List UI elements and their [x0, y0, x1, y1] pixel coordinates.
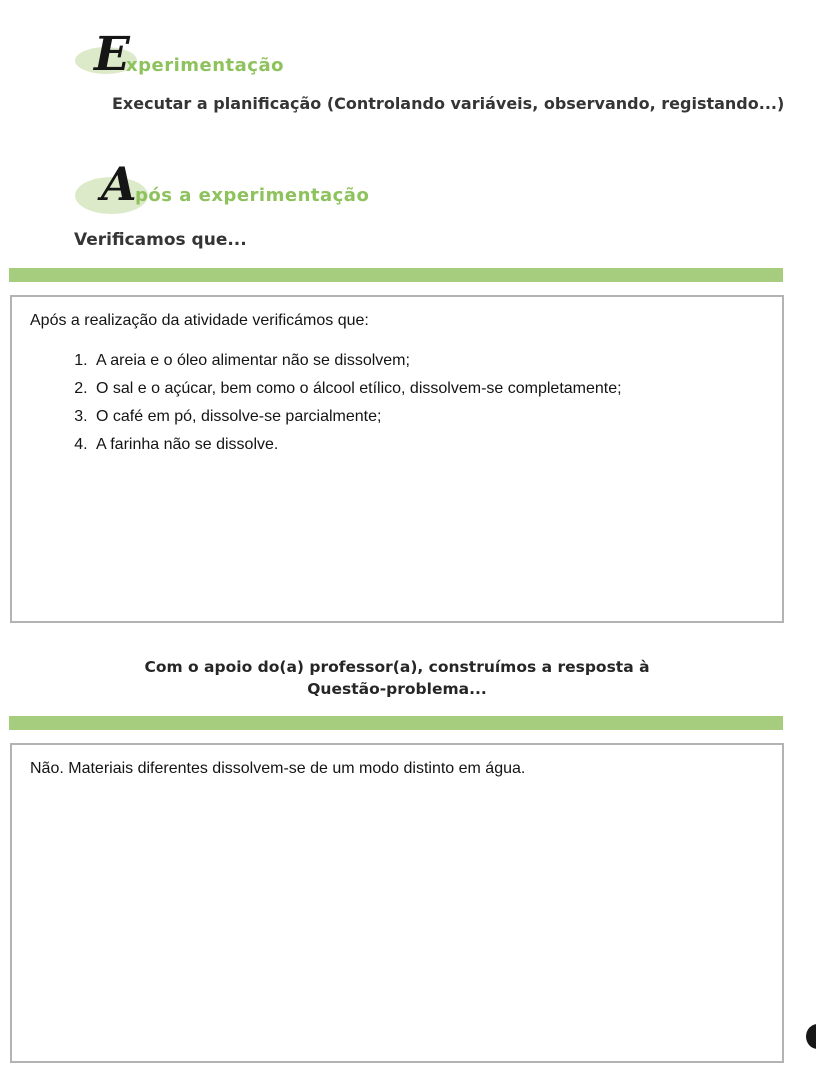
results-intro: Após a realização da atividade verificámos que: [30, 312, 369, 329]
decorative-initial-a: A [101, 157, 137, 211]
decorative-initial-e: E [94, 27, 130, 82]
clipped-edge-decoration [806, 1024, 816, 1049]
section-title-apos-experimentacao: pós a experimentação [135, 185, 370, 206]
green-separator-bar [9, 716, 783, 730]
section-title-experimentacao: xperimentação [126, 55, 284, 76]
verificamos-lead-text: Verificamos que... [74, 230, 247, 250]
list-item: 2. O sal e o açúcar, bem como o álcool etílico, dissolvem-se completamente; [92, 379, 764, 399]
list-item: 4. A farinha não se dissolve. [92, 435, 764, 455]
results-list [30, 351, 764, 455]
conclusion-heading [10, 656, 784, 700]
conclusion-heading-line1: Com o apoio do(a) professor(a), construímos a resposta à [144, 658, 650, 676]
green-separator-bar [9, 268, 783, 282]
list-item: 1. A areia e o óleo alimentar não se dissolvem; [92, 351, 764, 371]
instruction-paragraph: Executar a planificação (Controlando variáveis, observando, registando...) [112, 94, 785, 113]
results-box [10, 295, 784, 623]
list-item: 3. O café em pó, dissolve-se parcialmente; [92, 407, 764, 427]
answer-box [10, 743, 784, 1063]
conclusion-heading-line2: Questão-problema... [307, 680, 487, 698]
answer-text: Não. Materiais diferentes dissolvem-se de um modo distinto em água. [30, 760, 526, 777]
